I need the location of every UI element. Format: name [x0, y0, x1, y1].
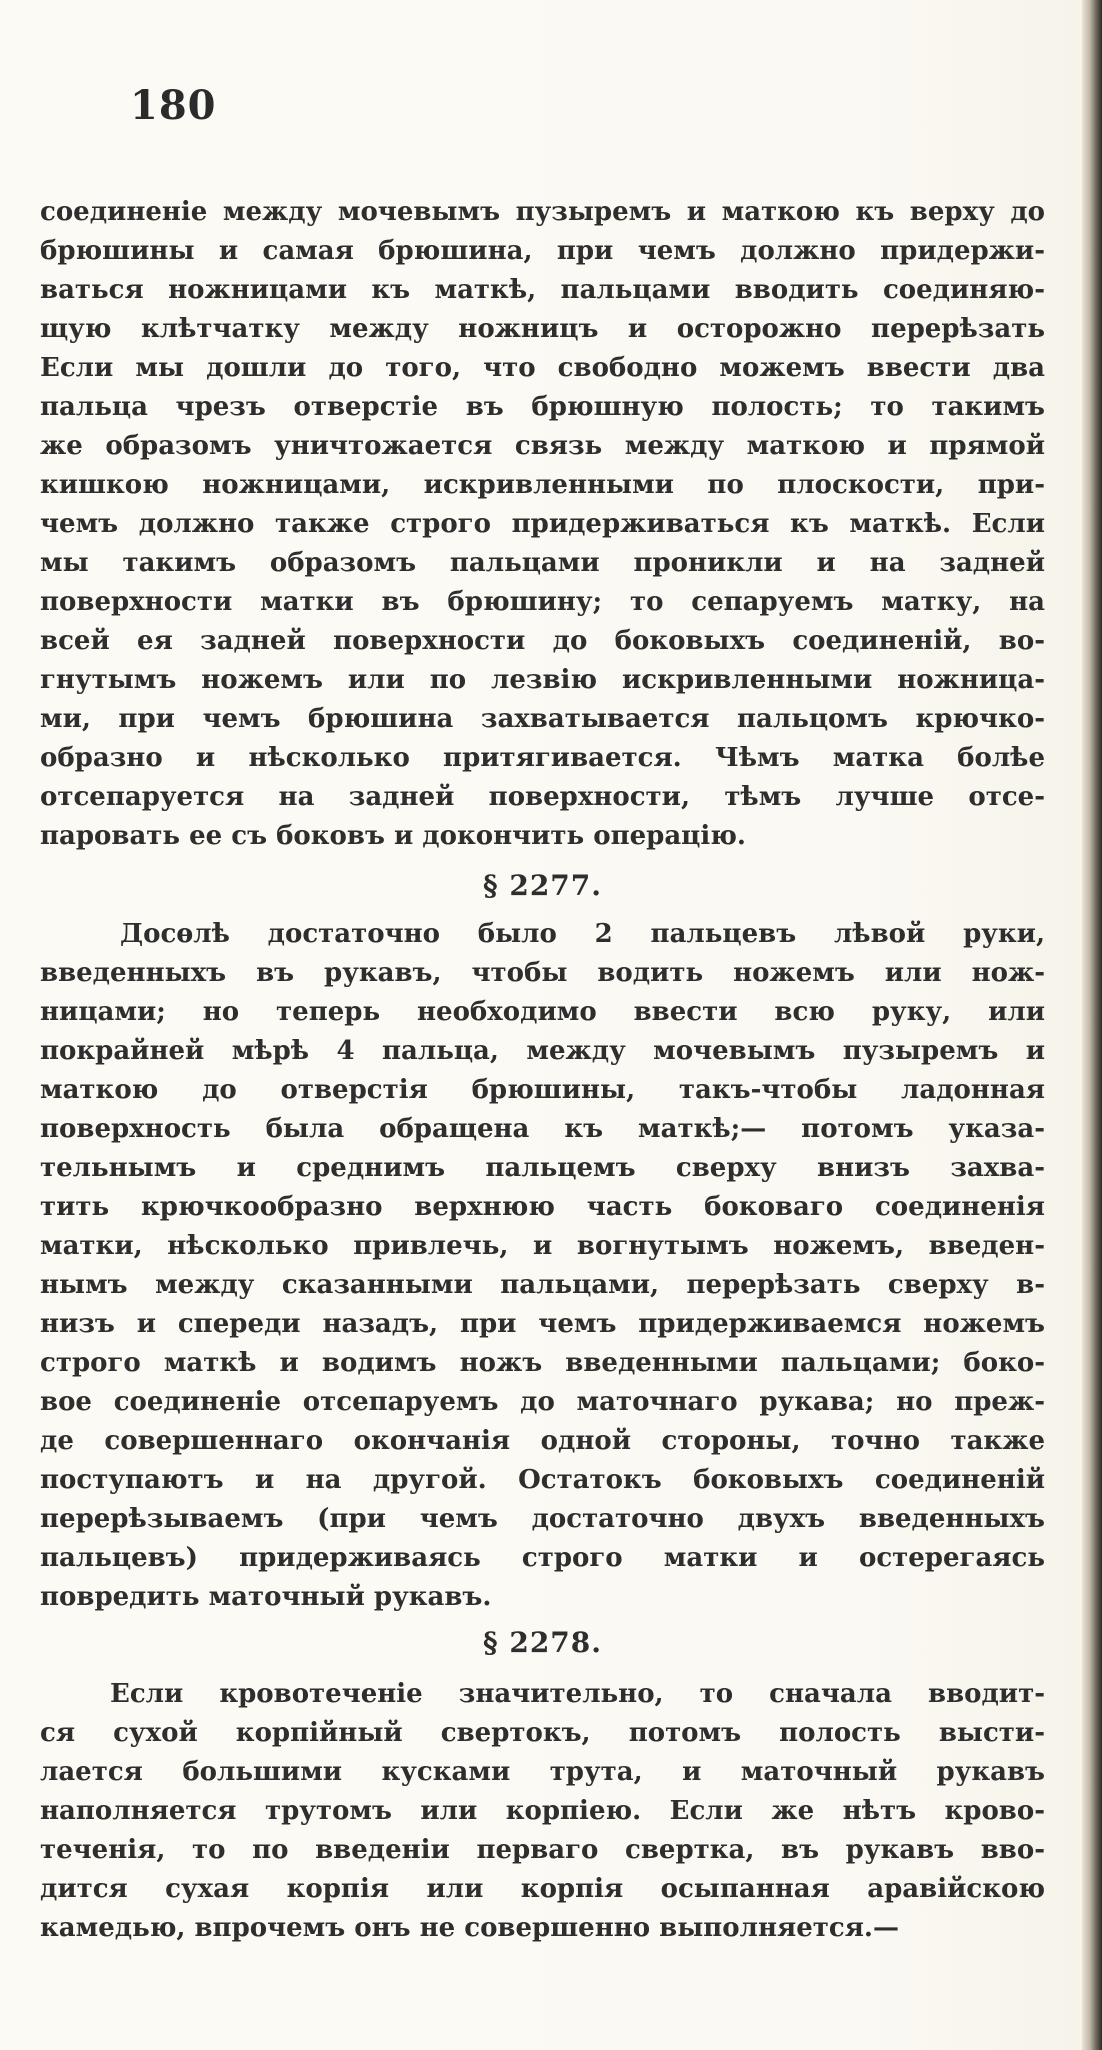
- text-line: поверхность была обращена къ маткѣ;— потомъ указа-: [40, 1114, 1045, 1144]
- text-line: введенныхъ въ рукавъ, чтобы водить ножемъ или нож-: [40, 958, 1045, 988]
- text-line: нымъ между сказанными пальцами, перерѣзать сверху в-: [40, 1270, 1045, 1300]
- text-line: паровать ее съ боковъ и докончить операцiю.: [40, 821, 746, 851]
- paragraph-2: [40, 915, 1045, 1617]
- text-line: теченiя, то по введенiи перваго свертка, въ рукавъ вво-: [40, 1835, 1045, 1865]
- text-line: щую клѣтчатку между ножницъ и осторожно перерѣзать: [40, 314, 1045, 344]
- text-line: всей ея задней поверхности до боковыхъ соединенiй, во-: [40, 626, 1045, 656]
- text-line: образно и нѣсколько притягивается. Чѣмъ матка болѣе: [40, 743, 1045, 773]
- text-line: матки, нѣсколько привлечь, и вогнутымъ ножемъ, введен-: [40, 1231, 1045, 1261]
- text-line: чемъ должно также строго придерживаться къ маткѣ. Если: [40, 509, 1045, 539]
- section-title: § 2277.: [482, 869, 603, 902]
- text-line: же образомъ уничтожается связь между маткою и прямой: [40, 431, 1045, 461]
- text-line: мы такимъ образомъ пальцами проникли и на задней: [40, 548, 1045, 578]
- text-line: ми, при чемъ брюшина захватывается пальцомъ крючко-: [40, 704, 1045, 734]
- text-line: камедью, впрочемъ онъ не совершенно выполняется.—: [40, 1913, 899, 1943]
- text-line: наполняется трутомъ или корпiею. Если же нѣтъ крово-: [40, 1796, 1045, 1826]
- text-line: маткою до отверстiя брюшины, такъ-чтобы ладонная: [40, 1075, 1045, 1105]
- text-line: низъ и спереди назадъ, при чемъ придерживаемся ножемъ: [40, 1309, 1045, 1339]
- text-line: брюшины и самая брюшина, при чемъ должно придержи-: [40, 236, 1045, 266]
- text-line: гнутымъ ножемъ или по лезвiю искривленными ножница-: [40, 665, 1045, 695]
- text-line: пальцевъ) придерживаясь строго матки и остерегаясь: [40, 1543, 1045, 1573]
- text-line: повредить маточный рукавъ.: [40, 1582, 492, 1612]
- text-line: поступаютъ и на другой. Остатокъ боковыхъ соединенiй: [40, 1465, 1045, 1495]
- section-2277-heading: [40, 864, 1045, 908]
- text-line: Если кровотеченiе значительно, то сначала вводит-: [110, 1679, 1045, 1709]
- section-title: § 2278.: [482, 1626, 603, 1659]
- text-line: тельнымъ и среднимъ пальцемъ сверху внизъ захва-: [40, 1153, 1045, 1183]
- page-number: 180: [130, 82, 217, 129]
- book-binding-edge: [1082, 0, 1102, 2050]
- text-line: дится сухая корпiя или корпiя осыпанная аравiйскою: [40, 1874, 1045, 1904]
- text-line: ся сухой корпiйный свертокъ, потомъ полость высти-: [40, 1718, 1045, 1748]
- text-line: Если мы дошли до того, что свободно можемъ ввести два: [40, 353, 1045, 383]
- text-line: вое соединенiе отсепаруемъ до маточнаго рукава; но преж-: [40, 1387, 1045, 1417]
- text-line: пальца чрезъ отверстiе въ брюшную полость; то такимъ: [40, 392, 1045, 422]
- text-line: де совершеннаго окончанiя одной стороны, точно также: [40, 1426, 1045, 1456]
- paragraph-1: [40, 193, 1045, 856]
- text-line: лается большими кусками трута, и маточный рукавъ: [40, 1757, 1045, 1787]
- text-line: перерѣзываемъ (при чемъ достаточно двухъ введенныхъ: [40, 1504, 1045, 1534]
- text-line: отсепаруется на задней поверхности, тѣмъ лучше отсе-: [40, 782, 1045, 812]
- paragraph-3: [40, 1675, 1045, 1948]
- text-line: покрайней мѣрѣ 4 пальца, между мочевымъ пузыремъ и: [40, 1036, 1045, 1066]
- text-line: тить крючкообразно верхнюю часть боковаго соединенiя: [40, 1192, 1045, 1222]
- text-line: строго маткѣ и водимъ ножъ введенными пальцами; боко-: [40, 1348, 1045, 1378]
- section-2278-heading: [40, 1621, 1045, 1665]
- text-line: ницами; но теперь необходимо ввести всю руку, или: [40, 997, 1045, 1027]
- text-line: ваться ножницами къ маткѣ, пальцами вводить соединяю-: [40, 275, 1045, 305]
- text-line: поверхности матки въ брюшину; то сепаруемъ матку, на: [40, 587, 1045, 617]
- text-line: кишкою ножницами, искривленными по плоскости, при-: [40, 470, 1045, 500]
- text-line: Досѳлѣ достаточно было 2 пальцевъ лѣвой руки,: [120, 919, 1045, 949]
- text-line: соединенiе между мочевымъ пузыремъ и маткою къ верху до: [40, 197, 1045, 227]
